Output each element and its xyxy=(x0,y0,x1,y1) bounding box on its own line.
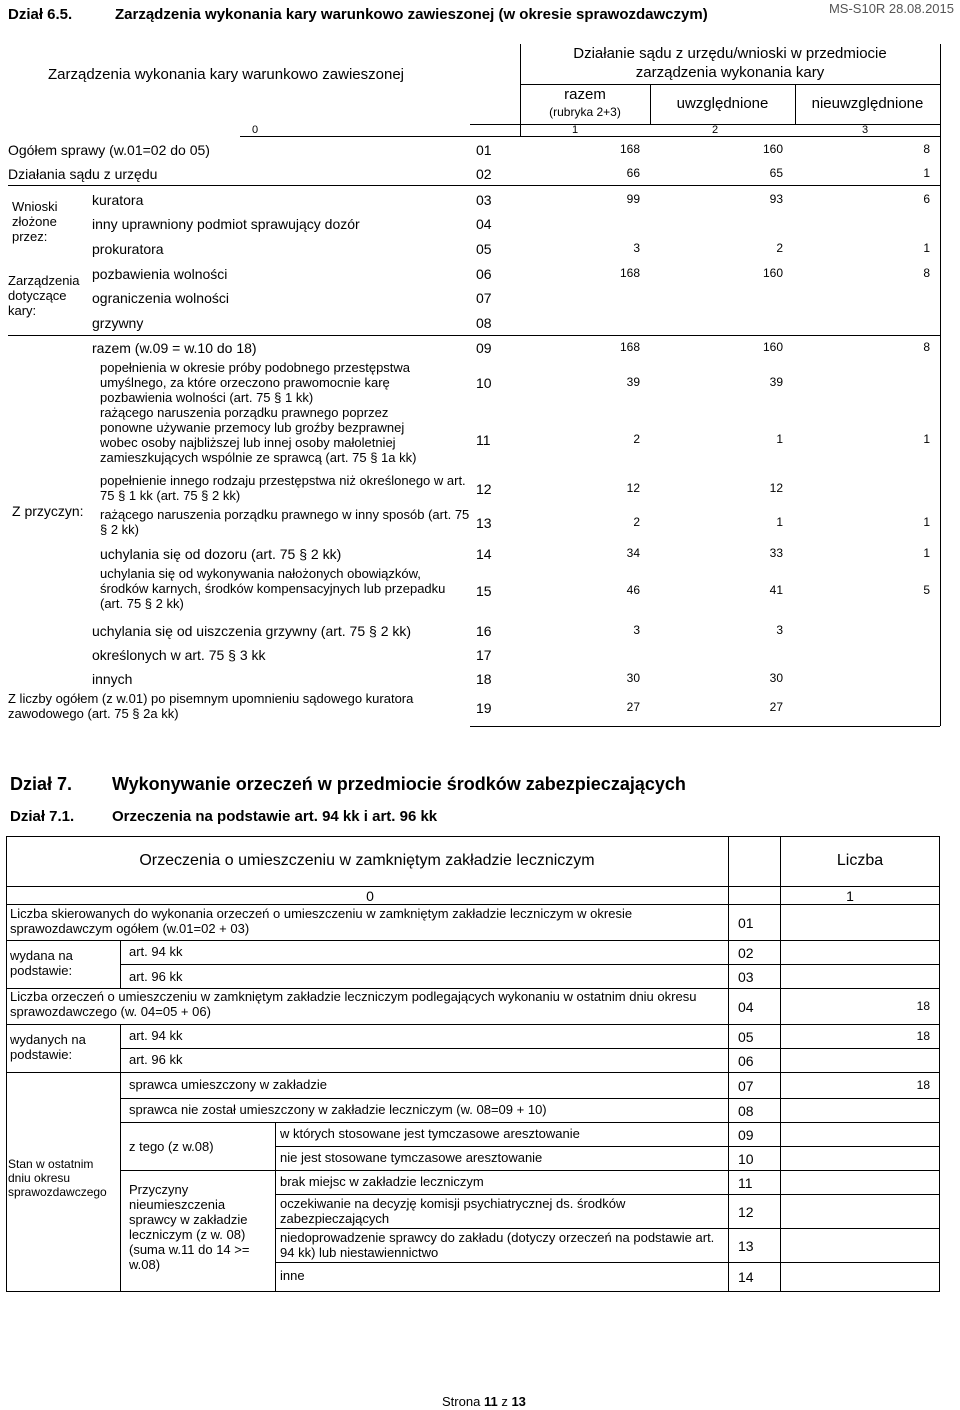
t1-val-uwz: 33 xyxy=(769,546,783,560)
t1-row-label: ograniczenia wolności xyxy=(92,290,229,306)
t1-row-label: popełnienie innego rodzaju przestępstwa niż określonego w art. 75 § 1 kk (art. 75 § 2 kk) xyxy=(100,473,466,503)
section71-label: Dział 7.1. xyxy=(10,808,75,825)
t1-row-nr: 02 xyxy=(476,166,492,182)
t1-row-nr: 12 xyxy=(476,481,492,497)
t1-row-label: grzywny xyxy=(92,315,144,331)
t2-row-label: brak miejsc w zakładzie leczniczym xyxy=(280,1174,484,1189)
t2-row-nr: 04 xyxy=(738,999,754,1015)
t1-val-nieuwz: 1 xyxy=(923,432,930,446)
t1-row-label: popełnienia w okresie próby podobnego przestępstwa umyślnego, za które orzeczono prawomocnie karę pozbawienia wolności (art. 75 § 1 kk) xyxy=(100,360,411,405)
t2-group-ztego: z tego (z w.08) xyxy=(129,1139,214,1154)
t1-row-nr: 07 xyxy=(476,290,492,306)
t1-val-nieuwz: 1 xyxy=(923,241,930,255)
t1-val-nieuwz: 8 xyxy=(923,266,930,280)
t1-val-razem: 34 xyxy=(626,546,640,560)
t1-val-uwz: 27 xyxy=(769,700,783,714)
col-uwzglednione: uwzględnione xyxy=(676,95,769,112)
t1-row-nr: 11 xyxy=(476,432,491,448)
t2-row-nr: 07 xyxy=(738,1078,754,1094)
t1-row-nr: 18 xyxy=(476,671,492,687)
t1-val-razem: 3 xyxy=(633,241,640,255)
t1-val-nieuwz: 6 xyxy=(923,192,930,206)
t2-row-label: w których stosowane jest tymczasowe aresztowanie xyxy=(280,1126,580,1141)
t1-row-nr: 03 xyxy=(476,192,492,208)
section-label: Dział 6.5. xyxy=(8,6,73,23)
t1-row-nr: 15 xyxy=(476,583,492,599)
t1-val-uwz: 3 xyxy=(776,623,783,637)
t2-row-label: Liczba orzeczeń o umieszczeniu w zamkniętym zakładzie leczniczym podlegających wykonaniu w ostatnim dniu okresu sprawozdawczego (w. 04=05 + 06) xyxy=(10,989,697,1019)
t2-row-nr: 11 xyxy=(738,1175,753,1191)
t1-row-label: uchylania się od uiszczenia grzywny (art. 75 § 2 kk) xyxy=(92,623,412,639)
colnum-3: 3 xyxy=(861,124,869,136)
t1-val-uwz: 93 xyxy=(769,192,783,206)
t1-val-razem: 12 xyxy=(626,481,640,495)
t1-row-label: inny uprawniony podmiot sprawujący dozór xyxy=(92,216,360,232)
t1-val-nieuwz: 1 xyxy=(923,166,930,180)
t1-val-uwz: 160 xyxy=(762,142,783,156)
t2-row-nr: 14 xyxy=(738,1269,754,1285)
t1-row-label: Z liczby ogółem (z w.01) po pisemnym upomnieniu sądowego kuratora zawodowego (art. 75 § 2a kk) xyxy=(8,691,414,721)
t2-group-przyczyny: Przyczyny nieumieszczenia sprawcy w zakładzie leczniczym (z w. 08) (suma w.11 do 14 >= w.08) xyxy=(129,1182,250,1272)
t1-row-label: kuratora xyxy=(92,192,144,208)
t1-row-label: innych xyxy=(92,671,133,687)
t2-colnum-0: 0 xyxy=(366,888,374,904)
t1-row-label: Ogółem sprawy (w.01=02 do 05) xyxy=(8,142,210,158)
t1-row-nr: 06 xyxy=(476,266,492,282)
t2-row-nr: 10 xyxy=(738,1151,754,1167)
form-code: MS-S10R 28.08.2015 xyxy=(828,1,954,16)
t2-row-nr: 02 xyxy=(738,945,754,961)
group-wnioski: Wnioski złożone przez: xyxy=(12,199,58,244)
t1-val-nieuwz: 1 xyxy=(923,515,930,529)
t1-row-nr: 04 xyxy=(476,216,492,232)
t1-row-nr: 16 xyxy=(476,623,492,639)
t2-row-nr: 03 xyxy=(738,969,754,985)
t2-group-stan: Stan w ostatnim dniu okresu sprawozdawczego xyxy=(8,1157,107,1199)
t2-group-wydanych: wydanych na podstawie: xyxy=(10,1032,86,1062)
t1-val-uwz: 1 xyxy=(776,515,783,529)
t1-val-razem: 27 xyxy=(626,700,640,714)
col-razem-sub: (rubryka 2+3) xyxy=(549,105,621,119)
page-sep: z xyxy=(501,1394,508,1409)
t1-row-label: uchylania się od dozoru (art. 75 § 2 kk) xyxy=(100,546,342,562)
colnum-0: 0 xyxy=(252,124,259,136)
t1-val-razem: 168 xyxy=(619,142,640,156)
t1-right-header-2: zarządzenia wykonania kary xyxy=(635,64,825,81)
col-nieuwzglednione: nieuwzględnione xyxy=(811,95,924,112)
t1-val-uwz: 2 xyxy=(776,241,783,255)
t1-row-label: Działania sądu z urzędu xyxy=(8,166,158,182)
t1-row-nr: 19 xyxy=(476,700,492,716)
group-przyczyn: Z przyczyn: xyxy=(12,503,84,519)
t1-val-uwz: 39 xyxy=(769,375,783,389)
t2-row-nr: 12 xyxy=(738,1204,754,1220)
t2-row-label: art. 96 kk xyxy=(129,969,183,984)
t1-row-nr: 17 xyxy=(476,647,492,663)
t1-val-uwz: 41 xyxy=(769,583,783,597)
t1-row-label: pozbawienia wolności xyxy=(92,266,228,282)
t2-row-label: inne xyxy=(280,1268,305,1283)
t1-row-nr: 13 xyxy=(476,515,492,531)
t1-val-razem: 168 xyxy=(619,340,640,354)
t2-row-label: niedoprowadzenie sprawcy do zakładu (dotyczy orzeczeń na podstawie art. 94 kk) lub niestawiennictwo xyxy=(280,1230,715,1260)
t1-row-label: rażącego naruszenia porządku prawnego poprzez ponowne używanie przemocy lub groźby bezprawnej wobec osoby najbliższej lub innej osoby małoletniej zamieszkujących wspólnie ze sprawcą (art. 75 § 1a kk) xyxy=(100,405,417,465)
t2-row-label: sprawca nie został umieszczony w zakładzie leczniczym (w. 08=09 + 10) xyxy=(129,1102,547,1117)
t2-row-label: sprawca umieszczony w zakładzie xyxy=(129,1077,327,1092)
t1-row-label: prokuratora xyxy=(92,241,164,257)
t1-row-nr: 10 xyxy=(476,375,492,391)
colnum-2: 2 xyxy=(711,124,719,136)
section7-title: Wykonywanie orzeczeń w przedmiocie środków zabezpieczających xyxy=(112,774,686,794)
t1-row-label: uchylania się od wykonywania nałożonych obowiązków, środków karnych, środków kompensacyjnych lub przepadku (art. 75 § 2 kk) xyxy=(100,566,446,611)
t2-row-nr: 13 xyxy=(738,1238,754,1254)
t1-val-razem: 168 xyxy=(619,266,640,280)
t2-row-nr: 09 xyxy=(738,1127,754,1143)
t2-header-left: Orzeczenia o umieszczeniu w zamkniętym zakładzie leczniczym xyxy=(139,852,595,869)
t1-val-razem: 46 xyxy=(626,583,640,597)
t1-val-uwz: 12 xyxy=(769,481,783,495)
t2-row-nr: 08 xyxy=(738,1103,754,1119)
section7-label: Dział 7. xyxy=(10,774,73,794)
t1-row-nr: 08 xyxy=(476,315,492,331)
t1-val-nieuwz: 1 xyxy=(923,546,930,560)
t1-val-razem: 99 xyxy=(626,192,640,206)
group-kary: Zarządzenia dotyczące kary: xyxy=(8,273,80,318)
t1-val-razem: 3 xyxy=(633,623,640,637)
t1-row-label: określonych w art. 75 § 3 kk xyxy=(92,647,266,663)
t2-val: 18 xyxy=(916,999,930,1013)
t1-val-nieuwz: 5 xyxy=(923,583,930,597)
t2-row-label: Liczba skierowanych do wykonania orzeczeń o umieszczeniu w zamkniętym zakładzie leczniczym w okresie sprawozdawczym ogółem (w.01=02 + 03) xyxy=(10,906,633,936)
t1-row-nr: 14 xyxy=(476,546,492,562)
t1-val-uwz: 160 xyxy=(762,266,783,280)
t1-val-nieuwz: 8 xyxy=(923,340,930,354)
t2-val: 18 xyxy=(916,1029,930,1043)
page-current: 11 xyxy=(483,1394,498,1409)
t1-val-razem: 66 xyxy=(626,166,640,180)
col-razem: razem xyxy=(564,86,606,103)
section-title: Zarządzenia wykonania kary warunkowo zawieszonej (w okresie sprawozdawczym) xyxy=(115,6,708,23)
t1-right-header-1: Działanie sądu z urzędu/wnioski w przedmiocie xyxy=(573,45,887,62)
t2-group-wydana: wydana na podstawie: xyxy=(10,948,73,978)
t1-left-header: Zarządzenia wykonania kary warunkowo zawieszonej xyxy=(48,66,405,83)
t2-row-nr: 05 xyxy=(738,1029,754,1045)
t1-val-razem: 2 xyxy=(633,515,640,529)
t2-row-nr: 06 xyxy=(738,1053,754,1069)
t1-row-label: razem (w.09 = w.10 do 18) xyxy=(92,340,257,356)
t2-row-label: art. 96 kk xyxy=(129,1052,183,1067)
t1-row-nr: 05 xyxy=(476,241,492,257)
page-prefix: Strona xyxy=(442,1394,481,1409)
t2-row-nr: 01 xyxy=(738,915,754,931)
t2-row-label: oczekiwanie na decyzję komisji psychiatrycznej ds. środków zabezpieczających xyxy=(280,1196,626,1226)
t2-colnum-1: 1 xyxy=(846,888,854,904)
t1-val-razem: 30 xyxy=(626,671,640,685)
t2-row-label: nie jest stosowane tymczasowe aresztowanie xyxy=(280,1150,543,1165)
t1-row-label: rażącego naruszenia porządku prawnego w inny sposób (art. 75 § 2 kk) xyxy=(100,507,470,537)
t1-row-nr: 01 xyxy=(476,142,492,158)
colnum-1: 1 xyxy=(571,124,579,136)
t1-val-uwz: 30 xyxy=(769,671,783,685)
t1-val-uwz: 65 xyxy=(769,166,783,180)
t1-val-razem: 2 xyxy=(633,432,640,446)
t2-row-label: art. 94 kk xyxy=(129,944,183,959)
t1-val-uwz: 160 xyxy=(762,340,783,354)
t2-val: 18 xyxy=(916,1078,930,1092)
t1-val-razem: 39 xyxy=(626,375,640,389)
t2-header-right: Liczba xyxy=(836,852,884,869)
t2-row-label: art. 94 kk xyxy=(129,1028,183,1043)
section71-title: Orzeczenia na podstawie art. 94 kk i art. 96 kk xyxy=(112,808,438,825)
t1-row-nr: 09 xyxy=(476,340,492,356)
t1-val-uwz: 1 xyxy=(776,432,783,446)
t1-val-nieuwz: 8 xyxy=(923,142,930,156)
page-total: 13 xyxy=(511,1394,526,1409)
